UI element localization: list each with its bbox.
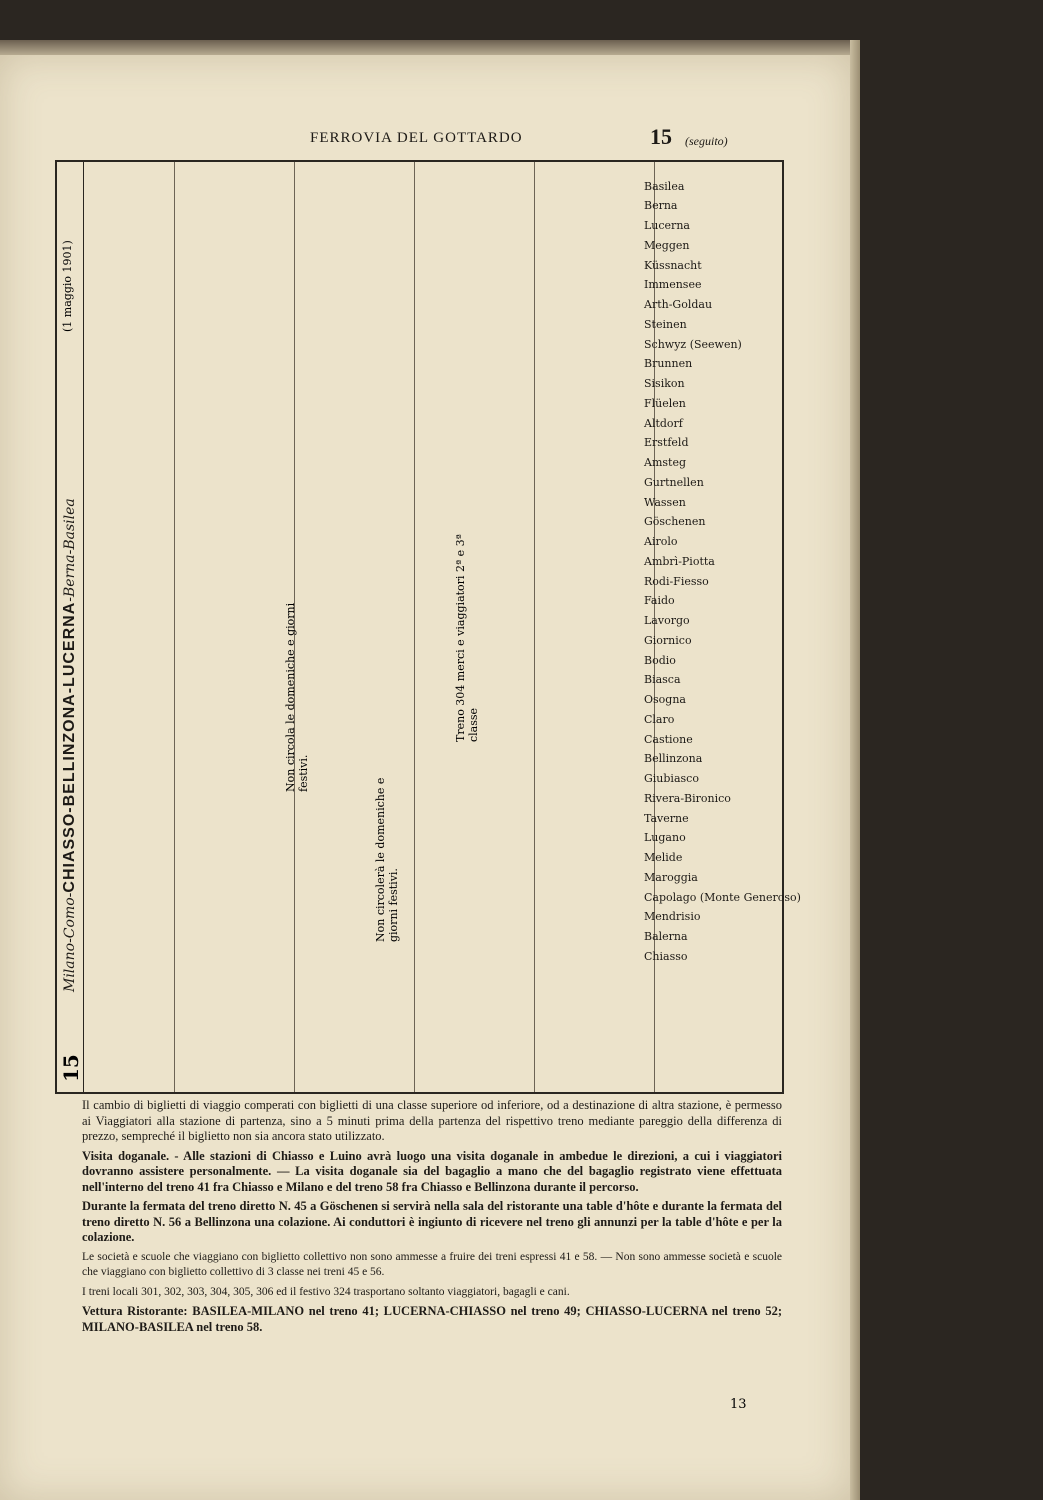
- note-groups: Le società e scuole che viaggiano con biglietto collettivo non sono ammesse a fruire dei treni espressi 41 e 58. — Non sono ammesse società e scuole che viaggiano con biglietto collettivo di 3 classe nei treni 45 e 56.: [82, 1250, 782, 1278]
- note-no-sunday-2: Non circola le domeniche e giorni festivi.: [284, 602, 310, 792]
- station-name: Schwyz (Seewen): [644, 337, 742, 351]
- station-name: Göschenen: [644, 515, 706, 529]
- note-restaurant-car: Vettura Ristorante: BASILEA-MILANO nel treno 41; LUCERNA-CHIASSO nel treno 49; CHIASSO-LUCERNA nel treno 52; MILANO-BASILEA nel treno 58.: [82, 1304, 782, 1334]
- station-name: Bellinzona: [644, 752, 703, 766]
- section-number: 15: [650, 124, 672, 149]
- seguito-label: (seguito): [685, 134, 728, 148]
- station-name: Giornico: [644, 634, 692, 647]
- station-name: Maroggia: [644, 871, 698, 884]
- station-name: Ambrì-Piotta: [644, 555, 715, 568]
- station-name: Berna: [644, 199, 678, 213]
- station-name: Capolago (Monte Generoso): [644, 890, 801, 904]
- station-name: Chiasso: [644, 950, 688, 963]
- page-edge: [850, 40, 860, 1500]
- note-customs: Visita doganale. - Alle stazioni di Chiasso e Luino avrà luogo una visita doganale in ambedue le direzioni, a cui i viaggiatori dovranno assistere personalmente. — La visita doganale sia del bagaglio a mano che del bagaglio registrato viene effettuata nell'interno del treno 41 fra Chiasso e Milano e del treno 58 fra Chiasso e Bellinzona durante il percorso.: [82, 1148, 782, 1194]
- station-name: Melide: [644, 851, 683, 865]
- timetable-body: [83, 162, 801, 1092]
- note-treno-304: Treno 304 merci e viaggiatori 2ª e 3ª classe: [454, 534, 480, 742]
- station-name: Rivera-Bironico: [644, 792, 731, 805]
- station-name: Balerna: [644, 930, 688, 944]
- station-list: [644, 172, 801, 963]
- station-name: Altdorf: [644, 416, 683, 430]
- station-name: Biasca: [644, 673, 681, 687]
- station-name: Steinen: [644, 318, 687, 331]
- station-name: Castione: [644, 732, 693, 746]
- station-name: Airolo: [644, 535, 678, 549]
- station-name: Brunnen: [644, 357, 693, 371]
- station-name: Küssnacht: [644, 258, 702, 272]
- note-ticket-exchange: Il cambio di biglietti di viaggio comperati con biglietti di una classe superiore od inferiore, od a destinazione di altra stazione, è permesso ai Viaggiatori alla stazione di partenza, sino a 5 minuti prima della partenza del rispettivo treno mediante pareggio della differenza di prezzo, sempreché il biglietto non sia ancora stato utilizzato.: [82, 1098, 782, 1143]
- timetable: [55, 160, 801, 1094]
- station-name: Rodi-Fiesso: [644, 574, 709, 588]
- running-header: FERROVIA DEL GOTTARDO: [310, 130, 523, 146]
- station-name: Lucerna: [644, 219, 690, 233]
- footnotes: [82, 1098, 782, 1339]
- station-name: Meggen: [644, 239, 690, 252]
- station-name: Gurtnellen: [644, 476, 704, 489]
- grid-line: [414, 162, 415, 1092]
- station-name: Sisikon: [644, 377, 685, 391]
- timetable-rotated: [57, 162, 801, 1092]
- note-no-sunday-1: Non circolerà le domeniche e giorni festivi.: [374, 777, 400, 942]
- grid-line: [534, 162, 535, 1092]
- station-name: Basilea: [644, 179, 685, 193]
- route-title: [61, 498, 79, 992]
- station-name: Osogna: [644, 693, 686, 707]
- grid-line: [174, 162, 175, 1092]
- station-name: Bodio: [644, 653, 676, 667]
- station-name: Wassen: [644, 495, 686, 509]
- station-name: Arth-Goldau: [644, 298, 713, 312]
- station-name: Amsteg: [644, 456, 686, 470]
- note-dining: Durante la fermata del treno diretto N. 45 a Göschenen si servirà nella sala del ristorante una table d'hôte e durante la fermata del treno diretto N. 56 a Bellinzona una colazione. Ai conduttori è ingiunto di ricevere nel treno gli annunzi per la table d'hôte e per la colazione.: [82, 1199, 782, 1244]
- station-name: Lugano: [644, 831, 686, 845]
- station-name: Taverne: [644, 811, 689, 825]
- route-prefix: Milano-Como-: [62, 892, 78, 992]
- page-number: 13: [730, 1397, 747, 1412]
- table-side-number: 15: [59, 1054, 83, 1082]
- station-name: Erstfeld: [644, 436, 689, 450]
- station-name: Faido: [644, 594, 675, 608]
- station-name: Flüelen: [644, 397, 686, 410]
- station-name: Claro: [644, 713, 675, 726]
- route-main: CHIASSO-BELLINZONA-LUCERNA: [61, 601, 78, 893]
- timetable-date: (1 maggio 1901): [61, 240, 74, 332]
- route-suffix: -Berna-Basilea: [62, 498, 78, 602]
- station-name: Mendrisio: [644, 910, 701, 924]
- station-name: Immensee: [644, 278, 702, 292]
- station-name: Giubiasco: [644, 772, 699, 786]
- station-name: Lavorgo: [644, 614, 690, 628]
- note-local-trains: I treni locali 301, 302, 303, 304, 305, 306 ed il festivo 324 trasportano soltanto viaggiatori, bagagli e cani.: [82, 1285, 570, 1298]
